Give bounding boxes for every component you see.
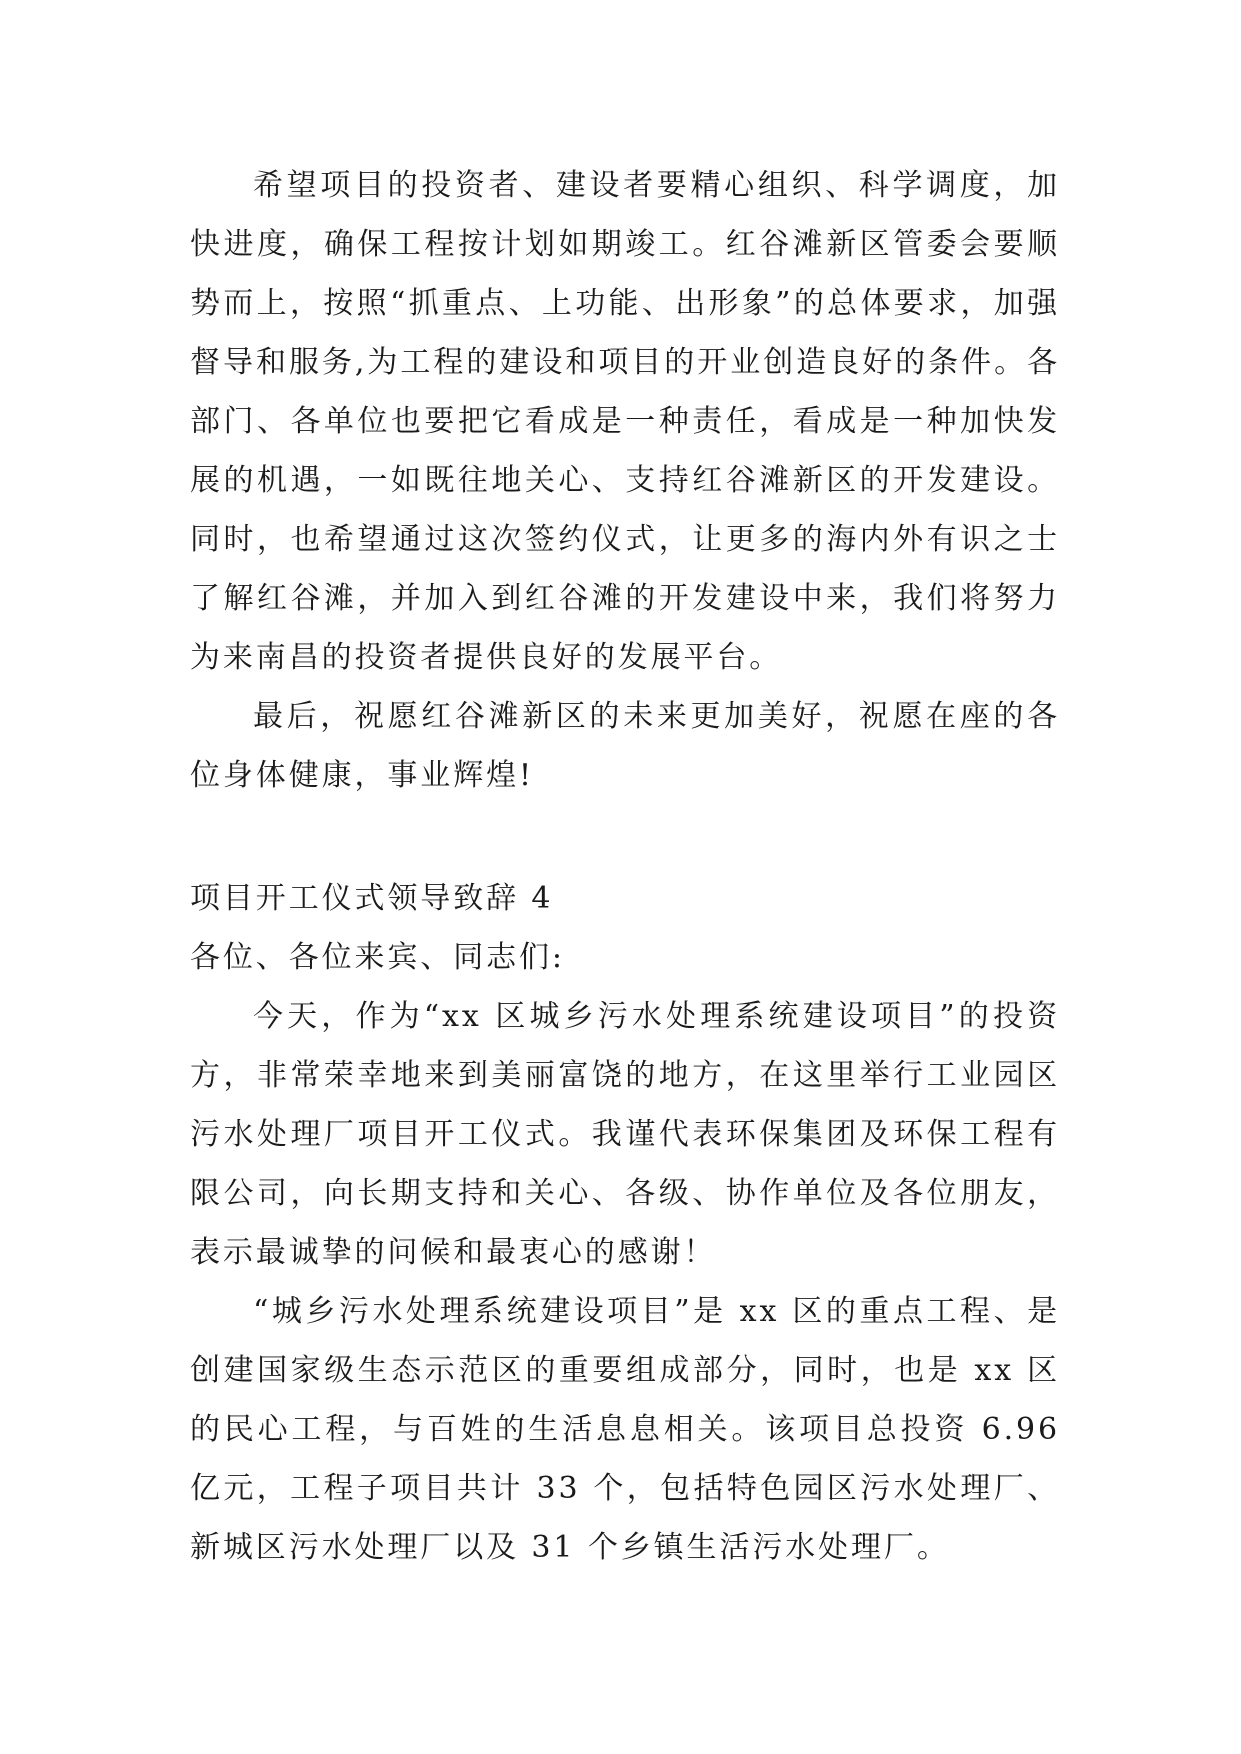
paragraph-investors: 希望项目的投资者、建设者要精心组织、科学调度，加快进度，确保工程按计划如期竣工。红谷滩新区管委会要顺势而上，按照“抓重点、上功能、出形象”的总体要求，加强督导和服务,为工程的建设和项目的开业创造良好的条件。各部门、各单位也要把它看成是一种责任，看成是一种加快发展的机遇，一如既往地关心、支持红谷滩新区的开发建设。同时，也希望通过这次签约仪式，让更多的海内外有识之士了解红谷滩，并加入到红谷滩的开发建设中来，我们将努力为来南昌的投资者提供良好的发展平台。 [190,168,1060,675]
paragraph-opening: 今天，作为“xx 区城乡污水处理系统建设项目”的投资方，非常荣幸地来到美丽富饶的地方，在这里举行工业园区污水处理厂项目开工仪式。我谨代表环保集团及环保工程有限公司，向长期支持和关心、各级、协作单位及各位朋友，表示最诚挚的问候和最衷心的感谢！ [190,999,1060,1270]
document-body [190,156,1060,1577]
salutation: 各位、各位来宾、同志们: [190,940,565,975]
paragraph-project-details: “城乡污水处理系统建设项目”是 xx 区的重点工程、是创建国家级生态示范区的重要组成部分，同时，也是 xx 区的民心工程，与百姓的生活息息相关。该项目总投资 6.96 亿元，工程子项目共计 33 个，包括特色园区污水处理厂、新城区污水处理厂以及 31 个乡镇生活污水处理厂。 [190,1294,1060,1565]
section-title: 项目开工仪式领导致辞 4 [190,881,554,916]
section-spacer [190,805,1060,869]
paragraph-closing-wishes: 最后，祝愿红谷滩新区的未来更加美好，祝愿在座的各位身体健康，事业辉煌! [190,699,1060,793]
